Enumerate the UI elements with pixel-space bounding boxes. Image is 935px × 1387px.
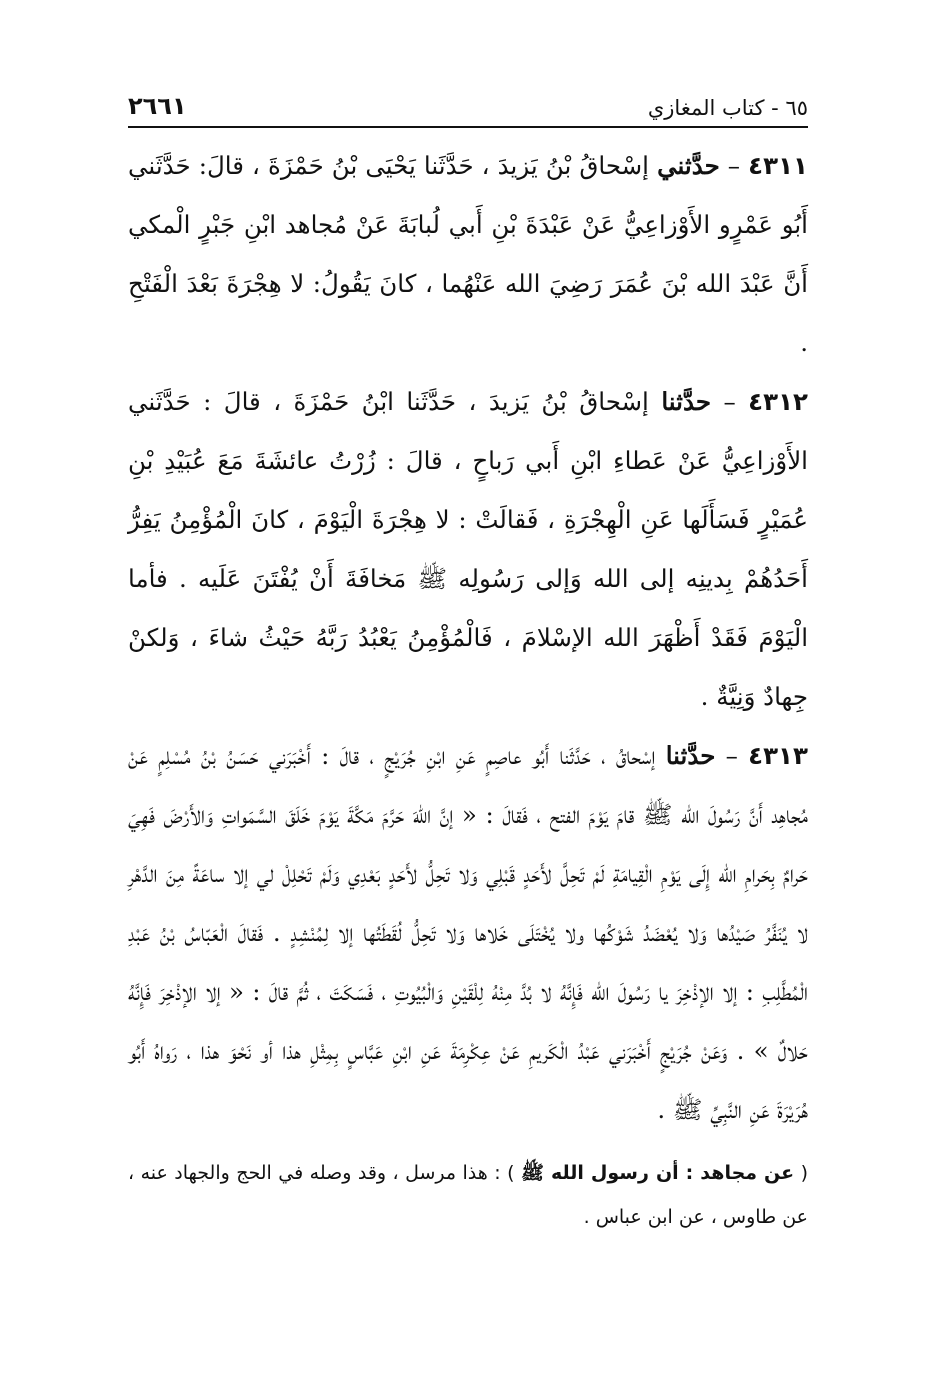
- dash: –: [711, 387, 736, 416]
- chapter-title: ٦٥ - كتاب المغازي: [647, 96, 808, 120]
- dash: –: [719, 151, 741, 180]
- dash: –: [715, 741, 738, 770]
- hadith-lead: حدَّثني: [657, 151, 720, 180]
- footnote-open-paren: (: [800, 1162, 809, 1184]
- hadith-lead: حدَّثنا: [665, 741, 716, 770]
- footnote: [128, 1151, 808, 1239]
- page-number: ٢٦٦١: [128, 92, 187, 120]
- hadith-number: ٤٣١١: [748, 151, 808, 180]
- footnote-text: : هذا مرسل ، وقد وصله في الحج والجهاد عنه ، عن طاوس ، عن ابن عباس .: [128, 1162, 808, 1228]
- hadith-text: إسْحاقُ بْنُ يَزيدَ ، حَدَّثَنا ابْنُ حَمْزَةَ ، قالَ : حَدَّثَني الأَوْزاعِيُّ عَنْ عَطاءِ ابْنِ أَبي رَباحٍ ، قالَ : زُرْتُ عائشَةَ مَعَ عُبَيْدِ بْنِ عُمَيْرٍ فَسَأَلَها عَنِ الْهِجْرَةِ ، فَقالَتْ : لا هِجْرَةَ الْيَوْمَ ، كانَ الْمُؤْمِنُ يَفِرُّ أَحَدُهُمْ بِدينِه إلى الله وَإلى رَسُولِه ﷺ مَخافَةَ أَنْ يُفْتَنَ عَلَيه . فأما الْيَوْمَ فَقَدْ أَظْهَرَ الله الإسْلامَ ، فَالْمُؤْمِنُ يَعْبُدُ رَبَّهُ حَيْثُ شاءَ ، وَلكنْ جِهادٌ وَنِيَّةٌ .: [128, 387, 808, 711]
- running-header: [128, 78, 808, 128]
- hadith-text: إسْحاقُ ، حَدَّثَنا أَبُو عاصِمٍ عَنِ ابْنِ جُرَيْجٍ ، قالَ : أَخْبَرَني حَسَنُ بْنُ مُسْلِمٍ عَنْ مُجاهِد أَنَّ رَسُولَ الله ﷺ قامَ يَوْمَ الفتح ، فَقالَ : « إنَّ اللهَ حَرَّمَ مَكَّةَ يَوْمَ خَلَقَ السَّمَواتِ وَالأَرْضَ فَهِيَ حَرامٌ بِحَرامِ الله إِلَى يَوْمِ الْقِيامَةِ لَمْ تَحِلَّ لأَحَدٍ قَبْلِي وَلا تَحِلُّ لأَحَدٍ بَعْدِي وَلَمْ تَحْلِلْ لي إلا ساعَةً مِنَ الدَّهْرِ لا يُنَفَّرُ صَيْدُها وَلا يُعْضَدُ شَوْكُها ولا يُخْتَلَى خَلاها وَلا تَحِلُّ لُقَطَتُها إلا لِمُنْشِدٍ . فَقالَ الْعَبّاسُ بْنُ عَبْدِ الْمُطَّلِبِ : إلا الإذْخِرَ يا رَسُولَ الله فَإِنَّهُ لا بُدَّ مِنْهُ لِلْقَيْنِ وَالْبُيُوتِ ، فَسَكَتَ ، ثُمَّ قالَ : « إلا الإذْخِرَ فَإِنَّهُ حَلالٌ » . وَعَنْ جُرَيْجٍ أَخْبَرَني عَبْدُ الْكَريمِ عَنْ عِكْرِمَةَ عَنِ ابْنِ عَبَّاسٍ بِمِثْلِ هذا أو نَحْوَ هذا ، رَواهُ أَبُو هُرَيْرَةَ عَنِ النَّبِيِّ ﷺ .: [128, 741, 808, 1124]
- hadith-number: ٤٣١٣: [748, 741, 808, 770]
- hadith-lead: حدَّثنا: [661, 387, 712, 416]
- footnote-close-paren: ): [507, 1162, 515, 1184]
- hadith-text: إسْحاقُ بْنُ يَزيدَ ، حَدَّثَنا يَحْيَى بْنُ حَمْزَةَ ، قالَ: حَدَّثَني أَبُو عَمْرٍو الأَوْزاعِيُّ عَنْ عَبْدَةَ بْنِ أَبي لُبابَةَ عَنْ مُجاهد ابْنِ جَبْرٍ الْمكي أَنَّ عَبْدَ الله بْنَ عُمَرَ رَضِيَ الله عَنْهُما ، كانَ يَقُولُ: لا هِجْرَةَ بَعْدَ الْفَتْحِ .: [128, 151, 808, 357]
- hadith-paragraph: [128, 136, 808, 372]
- book-page: [128, 78, 808, 1239]
- hadith-paragraph: [128, 726, 808, 1139]
- hadith-paragraph: [128, 372, 808, 726]
- footnote-bold-part: عن مجاهد : أن رسول الله ﷺ: [520, 1162, 795, 1184]
- hadith-number: ٤٣١٢: [748, 387, 808, 416]
